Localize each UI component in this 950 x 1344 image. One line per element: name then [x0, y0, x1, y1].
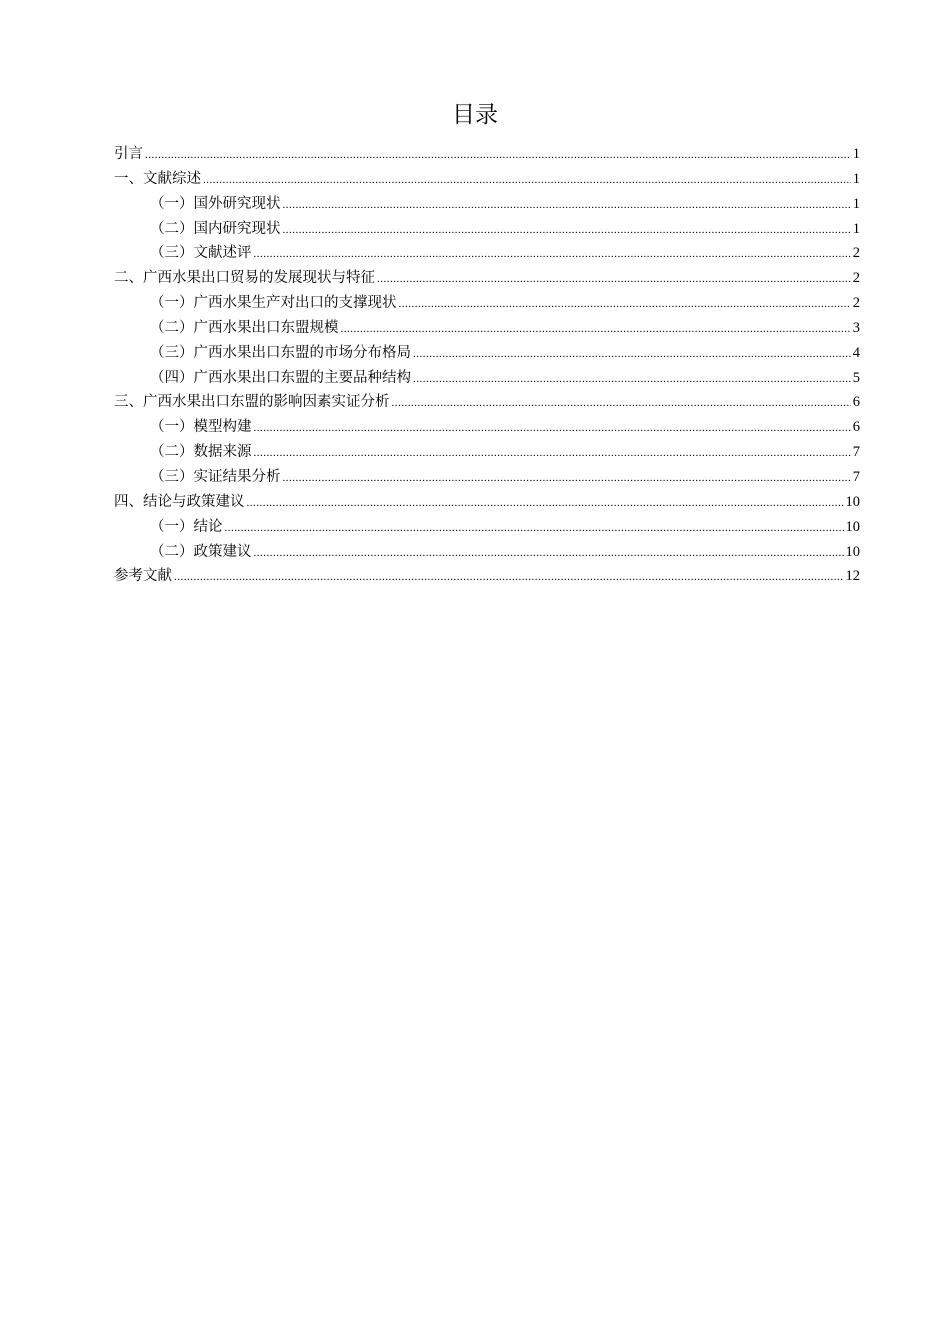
toc-entry[interactable] [114, 192, 860, 217]
toc-entry-label: （二）数据来源 [150, 444, 252, 461]
toc-entry-label: 参考文献 [114, 568, 172, 585]
toc-page-number: 7 [852, 468, 860, 485]
toc-entry[interactable] [114, 564, 860, 589]
toc-entry-label: （三）广西水果出口东盟的市场分布格局 [150, 344, 411, 361]
toc-entry[interactable] [114, 167, 860, 192]
toc-entry[interactable] [114, 266, 860, 291]
toc-entry-label: 四、结论与政策建议 [114, 493, 245, 510]
toc-dot-leader [174, 565, 844, 590]
toc-entry-label: （三）文献述评 [150, 245, 252, 262]
toc-dot-leader [283, 193, 851, 218]
toc-entry-label: 二、广西水果出口贸易的发展现状与特征 [114, 270, 375, 287]
toc-dot-leader [399, 292, 851, 317]
page-title: 目录 [452, 102, 498, 128]
toc-dot-leader [377, 267, 851, 292]
toc-page-number: 1 [852, 170, 860, 187]
toc-entry[interactable] [114, 291, 860, 316]
toc-page-number: 2 [852, 295, 860, 312]
toc-page-number: 1 [852, 220, 860, 237]
toc-dot-leader [203, 168, 851, 193]
toc-page-number: 7 [852, 444, 860, 461]
toc-dot-leader [145, 143, 851, 168]
toc-dot-leader [254, 441, 851, 466]
toc-page-number: 10 [845, 518, 860, 535]
toc-dot-leader [283, 466, 851, 491]
toc-entry[interactable] [114, 540, 860, 565]
toc-page-number: 2 [852, 270, 860, 287]
toc-dot-leader [413, 367, 851, 392]
toc-page-number: 6 [852, 419, 860, 436]
toc-entry-label: （一）广西水果生产对出口的支撑现状 [150, 295, 397, 312]
toc-page-number: 6 [852, 394, 860, 411]
toc-entry[interactable] [114, 217, 860, 242]
toc-entry-label: （二）国内研究现状 [150, 220, 281, 237]
toc-dot-leader [254, 416, 851, 441]
toc-page-number: 5 [852, 369, 860, 386]
toc-entry[interactable] [114, 241, 860, 266]
toc-entry-label: （一）模型构建 [150, 419, 252, 436]
toc-entry[interactable] [114, 490, 860, 515]
toc-dot-leader [225, 516, 844, 541]
toc-entry[interactable] [114, 341, 860, 366]
toc-entry-label: （一）结论 [150, 518, 223, 535]
toc-page-number: 4 [852, 344, 860, 361]
toc-page-number: 2 [852, 245, 860, 262]
toc-page-number: 3 [852, 319, 860, 336]
toc-dot-leader [254, 541, 844, 566]
toc-entry-label: （一）国外研究现状 [150, 195, 281, 212]
toc-entry[interactable] [114, 515, 860, 540]
toc-entry-label: （二）政策建议 [150, 543, 252, 560]
toc-dot-leader [254, 242, 851, 267]
toc-page-number: 10 [845, 493, 860, 510]
toc-entry[interactable] [114, 440, 860, 465]
toc-dot-leader [392, 391, 851, 416]
toc-entry-label: （四）广西水果出口东盟的主要品种结构 [150, 369, 411, 386]
toc-entry-label: 引言 [114, 146, 143, 162]
toc-dot-leader [413, 342, 851, 367]
toc-dot-leader [247, 491, 844, 516]
toc-entry-label: 一、文献综述 [114, 170, 201, 187]
toc-entry-label: 三、广西水果出口东盟的影响因素实证分析 [114, 394, 390, 411]
toc-page-number: 1 [852, 195, 860, 212]
toc-entry[interactable] [114, 366, 860, 391]
toc-page-number: 12 [845, 568, 860, 585]
table-of-contents [114, 142, 860, 589]
toc-entry[interactable] [114, 316, 860, 341]
toc-dot-leader [341, 317, 851, 342]
toc-page-number: 10 [845, 543, 860, 560]
toc-entry[interactable] [114, 415, 860, 440]
toc-entry-label: （三）实证结果分析 [150, 468, 281, 485]
toc-entry[interactable] [114, 465, 860, 490]
toc-page-number: 1 [852, 146, 860, 162]
toc-entry[interactable] [114, 390, 860, 415]
toc-entry-label: （二）广西水果出口东盟规模 [150, 319, 339, 336]
toc-entry[interactable] [114, 142, 860, 167]
toc-dot-leader [283, 218, 851, 243]
